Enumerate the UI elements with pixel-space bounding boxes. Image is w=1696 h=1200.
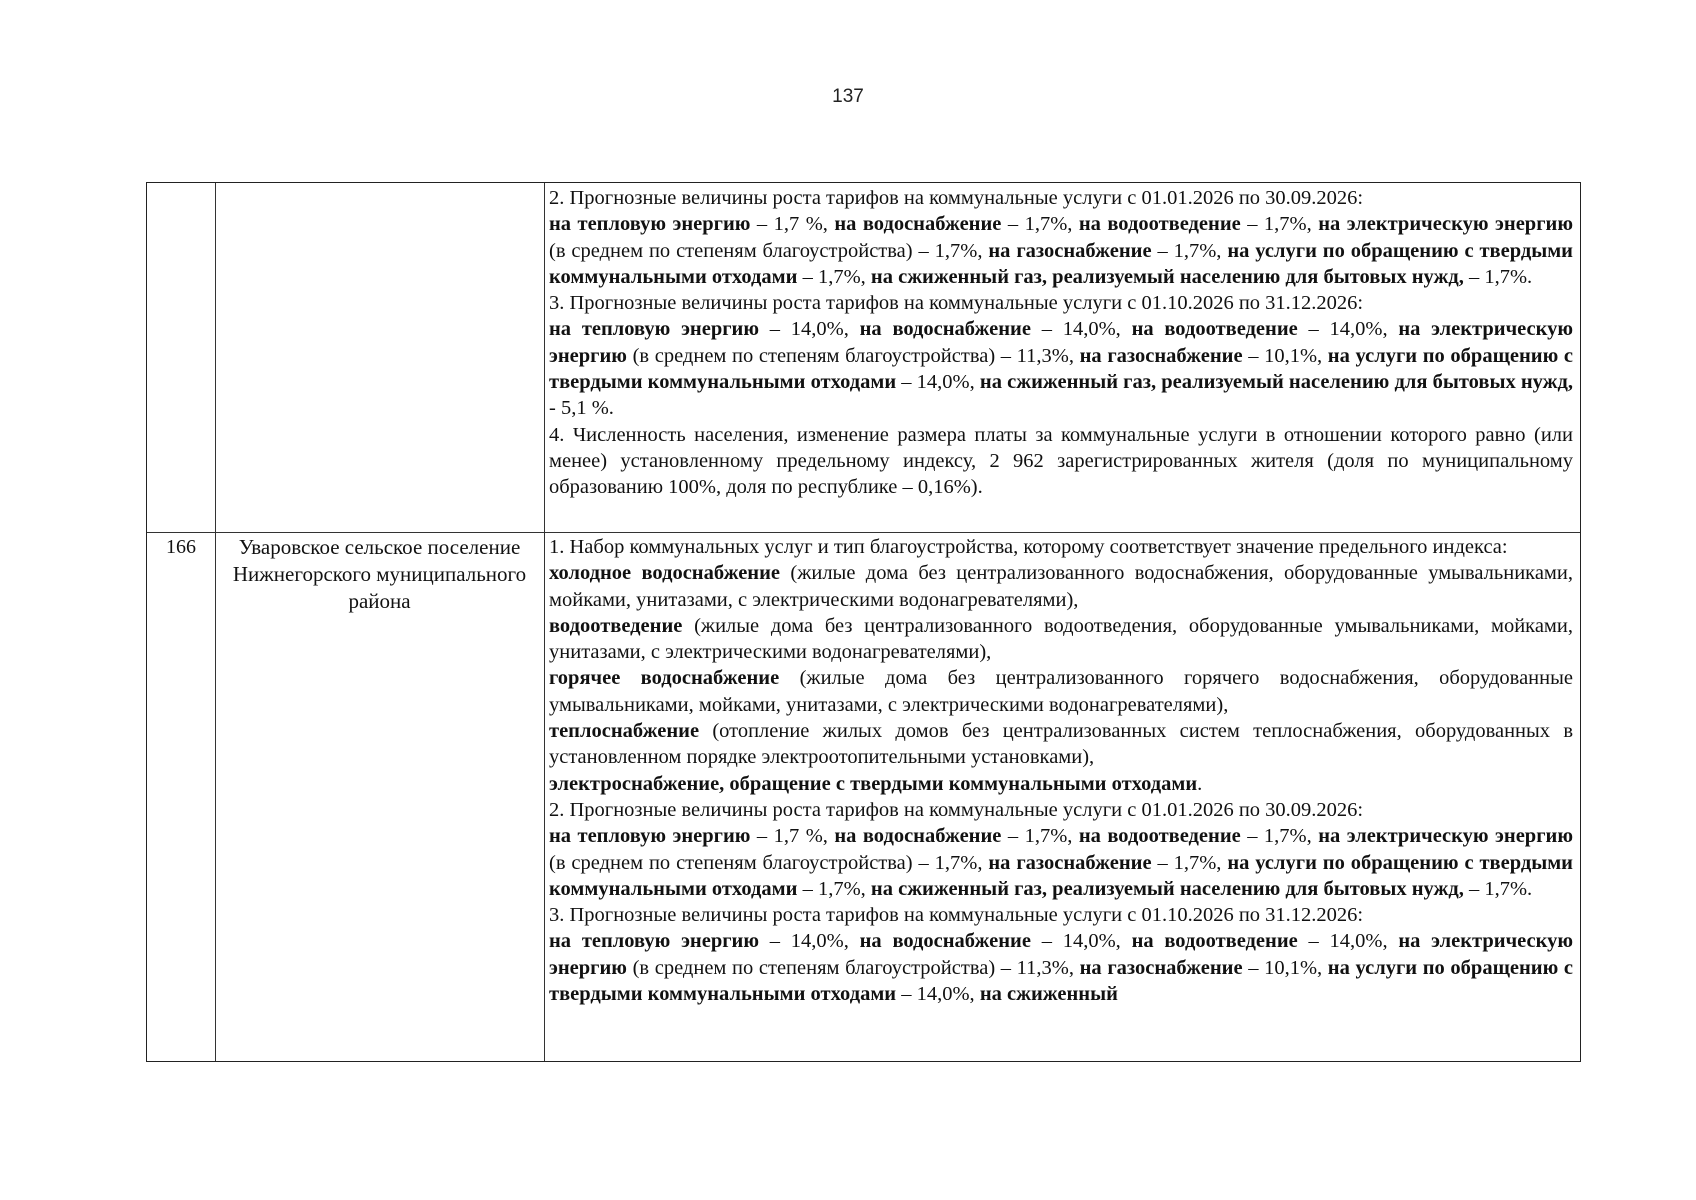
drain-label: на водоотведение — [1078, 825, 1241, 848]
electricity-value: (в среднем по степеням благоустройства) – 11,3%, — [626, 956, 1080, 979]
gas-value: – 1,7%, — [1151, 239, 1228, 262]
electricity-label: на электрическую энергию — [549, 318, 1574, 367]
row-number: 166 — [166, 536, 196, 558]
waste-label: на услуги по обращению с твердыми коммунальными отходами — [549, 956, 1573, 1006]
water-label: на водоснабжение — [834, 213, 1002, 236]
forecast-paragraph-jan-sep — [549, 797, 1573, 902]
paragraph-heading: 1. Набор коммунальных услуг и тип благоустройства, которому соответствует значение предельного индекса: — [549, 536, 1508, 558]
heat-label: на тепловую энергию — [549, 213, 751, 236]
water-value: – 14,0%, — [1030, 930, 1132, 953]
drain-label: на водоотведение — [1131, 318, 1298, 341]
lpg-label: на сжиженный газ, реализуемый населению для бытовых нужд, — [979, 371, 1573, 394]
paragraph-heading: 2. Прогнозные величины роста тарифов на коммунальные услуги с 01.01.2026 по 30.09.2026: — [549, 187, 1364, 209]
gas-label: на газоснабжение — [988, 851, 1152, 874]
gas-label: на газоснабжение — [1079, 344, 1243, 367]
water-value: – 14,0%, — [1030, 318, 1132, 341]
lpg-value: - 5,1 %. — [549, 397, 614, 420]
content-cell-prev — [549, 185, 1573, 501]
population-paragraph: 4. Численность населения, изменение размера платы за коммунальные услуги в отношении которого равно (или менее) установленному предельному индексу, 2 962 зарегистрированных жителя (доля по муниципальному образованию 100%, доля по республике – 0,16%). — [549, 423, 1573, 499]
heat-label: на тепловую энергию — [549, 825, 751, 848]
heat-value: – 1,7 %, — [750, 825, 835, 848]
electricity-label: на электрическую энергию — [549, 930, 1574, 979]
waste-label: на услуги по обращению с твердыми коммунальными отходами — [549, 239, 1573, 288]
electricity-value: (в среднем по степеням благоустройства) – 11,3%, — [626, 344, 1080, 367]
lpg-value: – 1,7%. — [1463, 265, 1533, 288]
forecast-paragraph-oct-dec — [549, 902, 1573, 1007]
water-value: – 1,7%, — [1001, 825, 1079, 848]
gas-value: – 10,1%, — [1242, 344, 1328, 367]
electricity-label: на электрическую энергию — [1318, 825, 1573, 848]
water-value: – 1,7%, — [1001, 213, 1079, 236]
heat-value: – 14,0%, — [759, 318, 860, 341]
heating-text: (отопление жилых домов без централизованных систем теплоснабжения, оборудованных в установленном порядке электроотопительными установками), — [549, 720, 1573, 769]
paragraph-heading: 3. Прогнозные величины роста тарифов на коммунальные услуги с 01.10.2026 по 31.12.2026: — [549, 292, 1364, 315]
electricity-waste-label: электроснабжение, обращение с твердыми коммунальными отходами — [549, 772, 1198, 795]
water-label: на водоснабжение — [859, 930, 1031, 953]
row-divider — [147, 532, 1580, 533]
tariff-table — [146, 182, 1581, 1062]
paragraph-heading: 3. Прогнозные величины роста тарифов на коммунальные услуги с 01.10.2026 по 31.12.2026: — [549, 904, 1364, 927]
lpg-value: – 1,7%. — [1463, 877, 1533, 900]
drain-label: на водоотведение — [1078, 213, 1241, 236]
waste-value: – 1,7%, — [797, 877, 871, 900]
services-paragraph — [549, 534, 1573, 797]
drain-value: – 14,0%, — [1297, 930, 1399, 953]
heating-label: теплоснабжение — [549, 720, 700, 743]
content-cell-166 — [549, 534, 1573, 1007]
hot-water-label: горячее водоснабжение — [549, 667, 780, 690]
electricity-label: на электрическую энергию — [1318, 213, 1573, 236]
forecast-paragraph-jan-sep — [549, 185, 1573, 290]
drainage-label: водоотведение — [549, 614, 683, 637]
paragraph-heading: 2. Прогнозные величины роста тарифов на коммунальные услуги с 01.01.2026 по 30.09.2026: — [549, 798, 1364, 821]
heat-value: – 1,7 %, — [750, 213, 835, 236]
water-label: на водоснабжение — [859, 318, 1031, 341]
page-number: 137 — [832, 86, 864, 107]
electricity-value: (в среднем по степеням благоустройства) – 1,7%, — [549, 239, 989, 262]
waste-label: на услуги по обращению с твердыми коммунальными отходами — [549, 851, 1573, 900]
cold-water-label: холодное водоснабжение — [549, 562, 781, 585]
drainage-text: (жилые дома без централизованного водоотведения, оборудованные умывальниками, мойками, унитазами, с электрическими водонагревателями), — [549, 614, 1573, 664]
column-divider-name — [544, 183, 545, 1061]
waste-value: – 14,0%, — [896, 983, 980, 1006]
gas-value: – 10,1%, — [1242, 956, 1328, 979]
waste-value: – 1,7%, — [797, 265, 871, 288]
drain-label: на водоотведение — [1131, 930, 1298, 953]
waste-label: на услуги по обращению с твердыми коммунальными отходами — [549, 344, 1573, 394]
municipality-name: Уваровское сельское поселение Нижнегорского муниципального района — [232, 535, 527, 613]
drain-value: – 1,7%, — [1240, 213, 1319, 236]
lpg-label: на сжиженный газ, реализуемый населению для бытовых нужд, — [870, 265, 1464, 288]
cold-water-text: (жилые дома без централизованного водоснабжения, оборудованные умывальниками, мойками, унитазами, с электрическими водонагревателями), — [549, 562, 1573, 611]
gas-label: на газоснабжение — [988, 239, 1152, 262]
lpg-label: на сжиженный — [979, 983, 1118, 1006]
column-divider-number — [215, 183, 216, 1061]
gas-value: – 1,7%, — [1151, 851, 1228, 874]
hot-water-text: (жилые дома без централизованного горячего водоснабжения, оборудованные умывальниками, мойками, унитазами, с электрическими водонагревателями), — [549, 667, 1573, 716]
electricity-value: (в среднем по степеням благоустройства) – 1,7%, — [549, 851, 989, 874]
final-period: . — [1197, 772, 1203, 795]
heat-label: на тепловую энергию — [549, 930, 760, 953]
drain-value: – 14,0%, — [1297, 318, 1399, 341]
waste-value: – 14,0%, — [896, 371, 980, 394]
heat-value: – 14,0%, — [759, 930, 860, 953]
gas-label: на газоснабжение — [1079, 956, 1243, 979]
water-label: на водоснабжение — [834, 825, 1002, 848]
drain-value: – 1,7%, — [1240, 825, 1319, 848]
forecast-paragraph-oct-dec — [549, 290, 1573, 421]
lpg-label: на сжиженный газ, реализуемый населению для бытовых нужд, — [870, 877, 1464, 900]
heat-label: на тепловую энергию — [549, 318, 760, 341]
